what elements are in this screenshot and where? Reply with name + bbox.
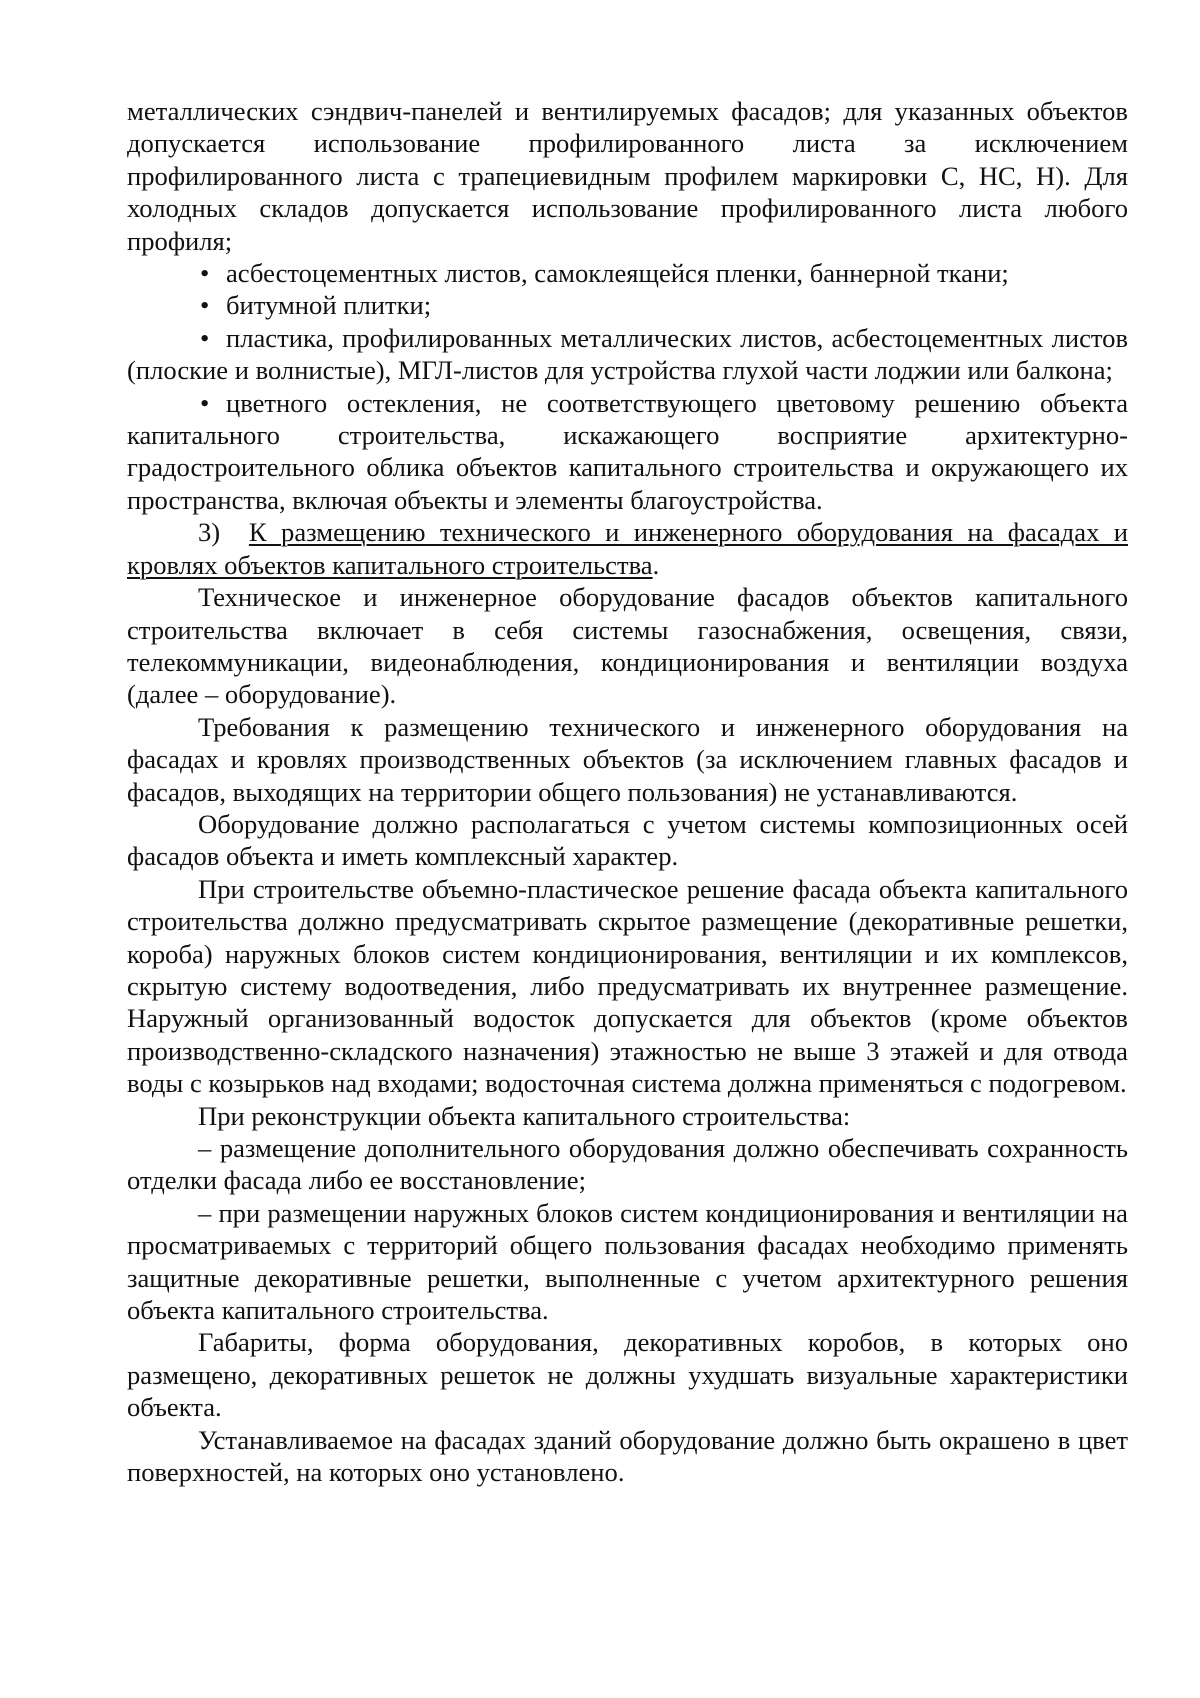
dash-list-item: – при размещении наружных блоков систем кондиционирования и вентиляции на просматриваемых с территорий общего пользования фасадах необходимо применять защитные декоративные решетки, выполненные с учетом архитектурного решения объекта капитального строительства. — [127, 1197, 1128, 1326]
body-paragraph: Техническое и инженерное оборудование фасадов объектов капитального строительства включает в себя системы газоснабжения, освещения, связи, телекоммуникации, видеонаблюдения, кондиционирования и вентиляции воздуха (далее – оборудование). — [127, 582, 1128, 710]
bullet-dot-icon: • — [200, 387, 210, 418]
bullet-dot-icon: • — [200, 258, 210, 289]
bullet-item — [127, 387, 1128, 517]
bullet-item — [127, 257, 1128, 289]
section-3-heading — [127, 516, 1128, 581]
body-paragraph: При реконструкции объекта капитального строительства: — [198, 1100, 851, 1131]
bullet-text: цветного остекления, не соответствующего цветовому решению объекта капитального строительства, искажающего восприятие архитектурно-градостроительного облика объектов капитального строительства и окружающего их пространства, включая объекты и элементы благоустройства. — [127, 387, 1128, 515]
intro-paragraph: металлических сэндвич-панелей и вентилируемых фасадов; для указанных объектов допускается использование профилированного листа за исключением профилированного листа с трапециевидным профилем маркировки С, НС, Н). Для холодных складов допускается использование профилированного листа любого профиля; — [127, 96, 1128, 256]
bullet-dot-icon: • — [200, 322, 210, 353]
body-paragraph: При строительстве объемно-пластическое решение фасада объекта капитального строительства должно предусматривать скрытое размещение (декоративные решетки, короба) наружных блоков систем кондиционирования, вентиляции и их комплексов, скрытую систему водоотведения, либо предусматривать их внутреннее размещение. Наружный организованный водосток допускается для объектов (кроме объектов производственно-складского назначения) этажностью не выше 3 этажей и для отвода воды с козырьков над входами; водосточная система должна применяться с подогревом. — [127, 873, 1128, 1099]
section-number: 3) — [198, 517, 221, 548]
section-title-end: . — [652, 549, 660, 580]
body-paragraph: Устанавливаемое на фасадах зданий оборудование должно быть окрашено в цвет поверхностей, на которых оно установлено. — [127, 1424, 1128, 1488]
body-paragraph: Требования к размещению технического и инженерного оборудования на фасадах и кровлях производственных объектов (за исключением главных фасадов и фасадов, выходящих на территории общего пользования) не устанавливаются. — [127, 711, 1128, 807]
bullet-item — [127, 289, 1128, 321]
dash-list-item: – размещение дополнительного оборудования должно обеспечивать сохранность отделки фасада либо ее восстановление; — [127, 1133, 1128, 1196]
bullet-item — [127, 322, 1128, 387]
body-paragraph: Оборудование должно располагаться с учетом системы композиционных осей фасадов объекта и иметь комплексный характер. — [127, 808, 1128, 872]
bullet-dot-icon: • — [200, 290, 210, 321]
bullet-text: битумной плитки; — [226, 290, 432, 321]
body-paragraph: Габариты, форма оборудования, декоративных коробов, в которых оно размещено, декоративных решеток не должны ухудшать визуальные характеристики объекта. — [127, 1327, 1128, 1423]
document-page — [127, 95, 1128, 1488]
bullet-text: пластика, профилированных металлических листов, асбестоцементных листов (плоские и волнистые), МГЛ-листов для устройства глухой части лоджии или балкона; — [127, 322, 1128, 386]
section-title: К размещению технического и инженерного оборудования на фасадах и кровлях объектов капитального строительства — [127, 517, 1128, 580]
bullet-text: асбестоцементных листов, самоклеящейся пленки, баннерной ткани; — [226, 258, 1009, 289]
